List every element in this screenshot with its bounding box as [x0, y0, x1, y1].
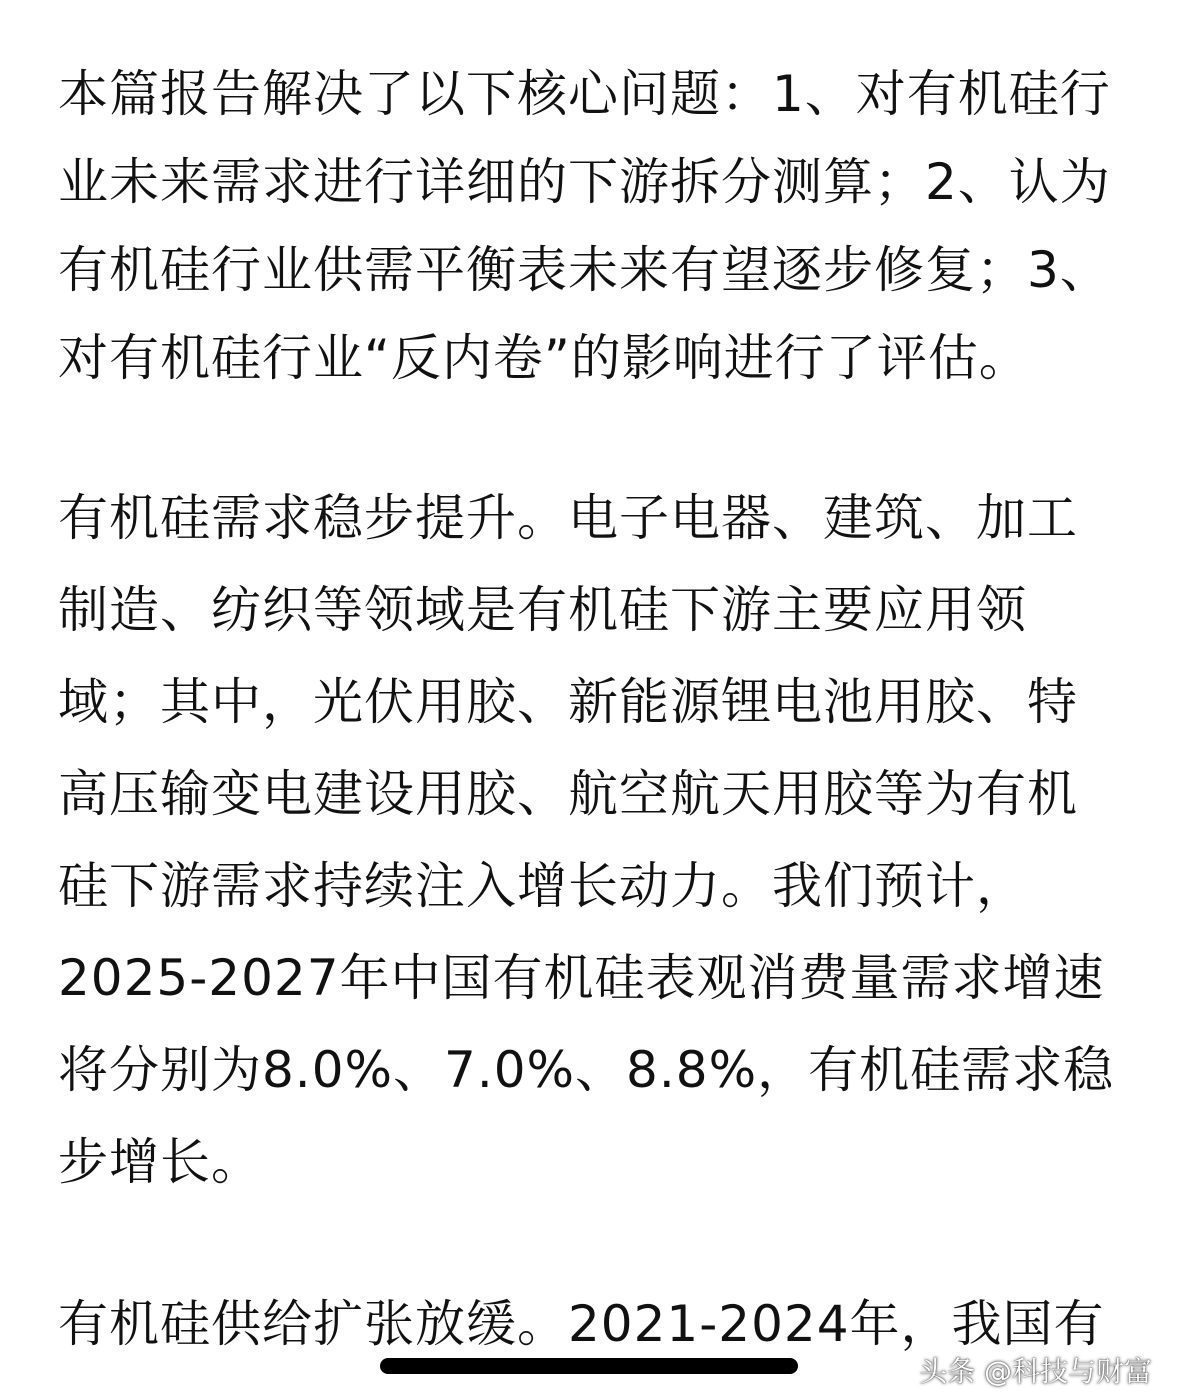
text-line: 2025-2027年中国有机硅表观消费量需求增速 [58, 949, 1105, 1007]
text-line: 硅下游需求持续注入增长动力。我们预计， [58, 857, 1027, 915]
text-line: 有机硅行业供需平衡表未来有望逐步修复；3、 [58, 241, 1111, 299]
text-line: 有机硅需求稳步提升。电子电器、建筑、加工 [58, 489, 1078, 547]
paragraph-2 [58, 472, 1120, 1208]
text-line: 高压输变电建设用胶、航空航天用胶等为有机 [58, 765, 1078, 823]
paragraph-spacer [58, 1208, 1120, 1278]
text-line: 对有机硅行业“反内卷”的影响进行了评估。 [58, 329, 1030, 387]
watermark: 头条 @科技与财富 [919, 1355, 1152, 1388]
text-line: 步增长。 [58, 1133, 262, 1191]
text-line: 将分别为8.0%、7.0%、8.8%，有机硅需求稳 [58, 1041, 1115, 1099]
text-line: 有机硅供给扩张放缓。2021-2024年，我国有 [58, 1295, 1105, 1353]
article-body [58, 50, 1120, 1370]
text-line: 制造、纺织等领域是有机硅下游主要应用领 [58, 581, 1027, 639]
text-line: 本篇报告解决了以下核心问题：1、对有机硅行 [58, 65, 1111, 123]
home-indicator-bar[interactable] [380, 1358, 798, 1374]
text-line: 域；其中，光伏用胶、新能源锂电池用胶、特 [58, 673, 1078, 731]
paragraph-1 [58, 50, 1120, 402]
text-line: 业未来需求进行详细的下游拆分测算；2、认为 [58, 153, 1111, 211]
paragraph-spacer [58, 402, 1120, 472]
